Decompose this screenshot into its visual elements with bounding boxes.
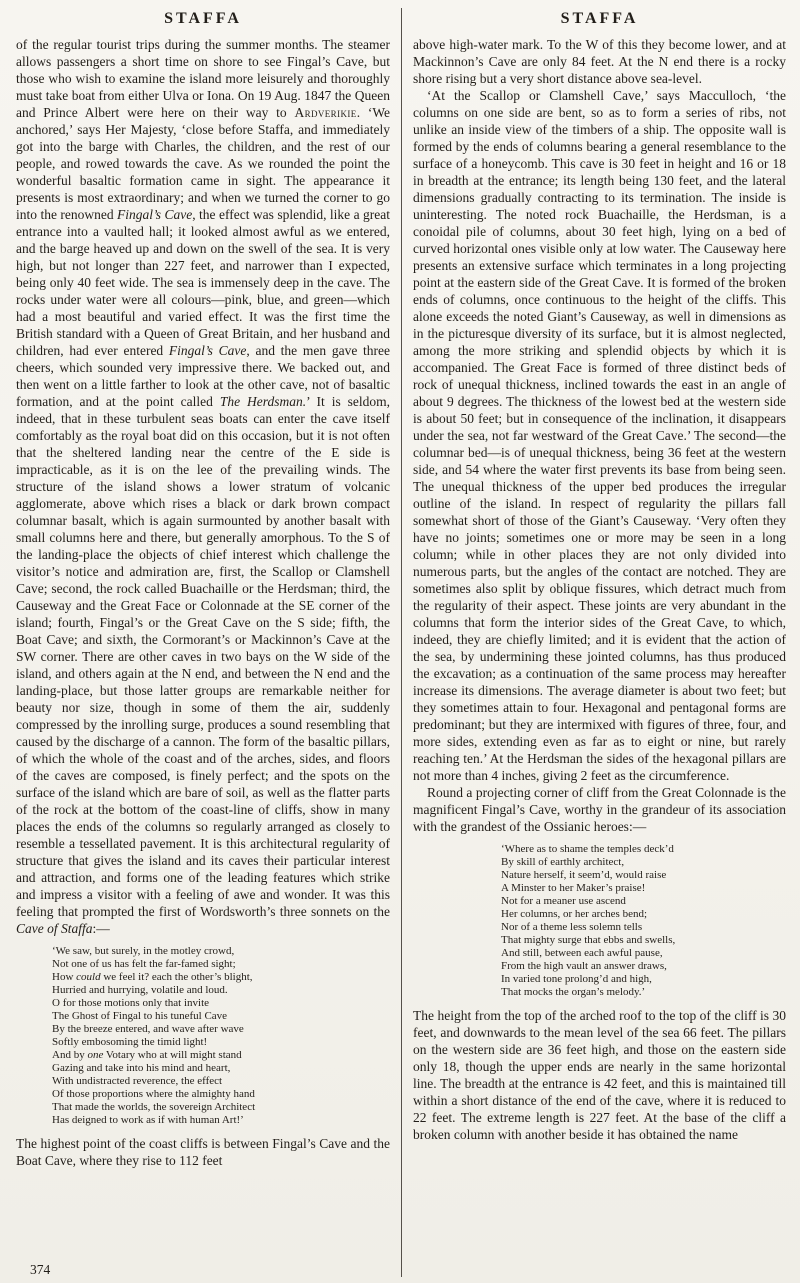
wordsworth-sonnet-quote: ‘We saw, but surely, in the motley crowd, Not one of us has felt the far-famed sight; How could we feel it? each the other’s blight, Hurried and hurrying, volatile and loud. O for those motions only that invite The Ghost of Fingal to his tuneful Cave By the breeze entered, and wave after wave Softly embosoming the timid light! And by one Votary who at will might stand Gazing and take into his mind and heart, With undistracted reverence, the effect Of those proportions where the almighty hand That made the worlds, the sovereign Architect Has deigned to work as if with human Art!’	[52, 945, 256, 1126]
left-column	[16, 8, 401, 1277]
right-column	[401, 8, 786, 1277]
page-number: 374	[30, 1262, 51, 1277]
macculloch-quote-paragraph: ‘At the Scallop or Clamshell Cave,’ says Macculloch, ‘the columns on one side are bent, so as to form a series of ribs, not unlike an inside view of the timbers of a ship. The opposite wall is formed by the ends of columns bearing a general resemblance to the surface of a honeycomb. This cave is 30 feet in height and 16 or 18 in breadth at the entrance; its length being 130 feet, and the lateral dimensions gradually contracting to its termination. The inside is uninteresting. The noted rock Buachaille, the Herdsman, is a conoidal pile of columns, about 30 feet high, lying on a bed of curved horizontal ones visible only at low water. The Causeway here presents an extensive surface which terminates in a long projecting point at the eastern side of the Great Cave. It is formed of the broken ends of columns, once continuous to the height of the cliffs. This alone exceeds the noted Giant’s Causeway, as well in dimensions as in the picturesque diversity of its surface, but it is almost neglected, among the more striking and splendid objects by which it is accompanied. The Great Face is formed of three distinct beds of rock of unequal thickness, inclined towards the east in an angle of about 9 degrees. The thickness of the lowest bed at the western side is about 50 feet; but in consequence of the inclination, it disappears under the sea, not far westward of the Great Cave.’ The second—the columnar bed—is of unequal thickness, being 36 feet at the western side, and 54 where the water first prevents its base from being seen. The unequal thickness of the upper bed produces the irregular outline of the island. In respect of regularity the pillars fall somewhat short of those of the Giant’s Causeway. ‘Very often they have no joints; sometimes one or more may be seen in a long column; while in other places they are not only divided into numerous parts, but the angles of the contact are notched. They are sometimes also split by oblique fissures, which detract much from the regularity of their aspect. These joints are very abundant in the columns that form the interior sides of the Great Cave, to which, indeed, they are chiefly limited; and it is evident that the action of the sea, by undermining these jointed columns, has thus produced the excavation; as a continuation of the same process may hereafter increase its dimensions. The average diameter is about two feet; but they sometimes attain to four. Hexagonal and pentagonal forms are predominant; but they are intermixed with figures of three, four, and more sides, extending even as far as to eight or nine, but rarely reaching ten.’ At the Herdsman the sides of the hexagonal pillars are not more than 4 inches, giving 2 feet as the circumference.	[413, 88, 786, 783]
left-running-head: STAFFA	[164, 10, 242, 27]
right-running-head: STAFFA	[560, 10, 639, 27]
fingals-cave-paragraph: Round a projecting corner of cliff from the Great Colonnade is the magnificent Fingal’s Cave, worthy in the grandeur of its association with the grandest of the Ossianic heroes:—	[413, 785, 786, 834]
right-paragraph-continuation: above high-water mark. To the W of this they become lower, and at Mackinnon’s Cave are only 84 feet. At the N end there is a rocky shore rising but a very short distance above sea-level.	[413, 37, 786, 86]
left-paragraph-continuation: of the regular tourist trips during the summer months. The steamer allows passengers a short time on shore to see Fingal’s Cave, but those who wish to examine the island more leisurely and thoroughly must take boat from either Ulva or Iona. On 19 Aug. 1847 the Queen and Prince Albert were here on their way to Ardverikie. ‘We anchored,’ says Her Majesty, ‘close before Staffa, and immediately got into the barge with Charles, the children, and the rest of our people, and rowed towards the cave. As we rounded the point the wonderful basaltic formation came in sight. The appearance it presents is most extraordinary; and when we turned the corner to go into the renowned Fingal’s Cave, the effect was splendid, like a great entrance into a vaulted hall; it looked almost awful as we entered, and the barge heaved up and down on the swell of the sea. It is very high, but not longer than 227 feet, and narrower than I expected, being only 40 feet wide. The sea is immensely deep in the cave. The rocks under water were all colours—pink, blue, and green—which had a most beautiful and varied effect. It was the first time the British standard with a Queen of Great Britain, and her husband and children, had ever entered Fingal’s Cave, and the men gave three cheers, which sounded very impressive there. We backed out, and then went on a little farther to look at the other cave, not of basaltic formation, and at the point called The Herdsman.’ It is seldom, indeed, that in these turbulent seas boats can enter the cave itself comfortably as the royal boat did on this occasion, but it is not often that the sheltered landing near the centre of the E side is impracticable, as it is on the lee of the prevailing winds. The structure of the island shows a lower stratum of volcanic agglomerate, above which rises a black or dark brown compact columnar basalt, which is again surmounted by another basalt with small columns here and there, but generally amorphous. To the S of the landing-place the objects of chief interest which challenge the visitor’s notice and admiration are, first, the Scallop or Clamshell Cave; second, the rock called Buachaille or the Herdsman; third, the Causeway and the Great Face or Colonnade at the SE corner of the island; fourth, Fingal’s or the Great Cave on the S side; fifth, the Boat Cave; and sixth, the Cormorant’s or Mackinnon’s Cave at the SW corner. There are other caves in two bays on the W side of the island, and others again at the N end, and between the N end and the landing-place, but those latter groups are remarkable neither for beauty nor size, though in some of them the air, suddenly compressed by the inrolling surge, produces a sound resembling that caused by the discharge of a cannon. The form of the basaltic pillars, of which the whole of the coast and of the arches, sides, and floors of the caves are composed, is finely perfect; and the spots on the surface of the island which are bare of soil, as well as the flatter parts of the rock at the bottom of the coast-line of cliffs, show in many places the ends of the columns so regularly arranged as closely to resemble a tessellated pavement. It is this architectural regularity of structure that gives the island and its caves their particular interest and attraction, and forms one of the leading features which strike and impress a visitor with a feeling of awe and wonder. It was this feeling that prompted the first of Wordsworth’s three sonnets on the Cave of Staffa:—	[16, 37, 390, 936]
left-closing-paragraph: The highest point of the coast cliffs is between Fingal’s Cave and the Boat Cave, where they rise to 112 feet	[16, 1135, 390, 1168]
right-closing-paragraph: The height from the top of the arched roof to the top of the cliff is 30 feet, and downwards to the mean level of the sea 66 feet. The pillars on the western side are 36 feet high, and those on the eastern side only 18, though the upper ends are nearly in the same horizontal line. The breadth at the entrance is 42 feet, and this is maintained till within a short distance of the end of the cave, where it is reduced to 22 feet. The extreme length is 227 feet. At the base of the cliff a broken column with another beside it has obtained the name	[413, 1007, 786, 1142]
scott-verse-quote: ‘Where as to shame the temples deck’d By skill of earthly architect, Nature herself, it seem’d, would raise A Minster to her Maker’s praise! Not for a meaner use ascend Her columns, or her arches bend; Nor of a theme less solemn tells That mighty surge that ebbs and swells, And still, between each awful pause, From the high vault an answer draws, In varied tone prolong’d and high, That mocks the organ’s melody.’	[501, 843, 676, 998]
